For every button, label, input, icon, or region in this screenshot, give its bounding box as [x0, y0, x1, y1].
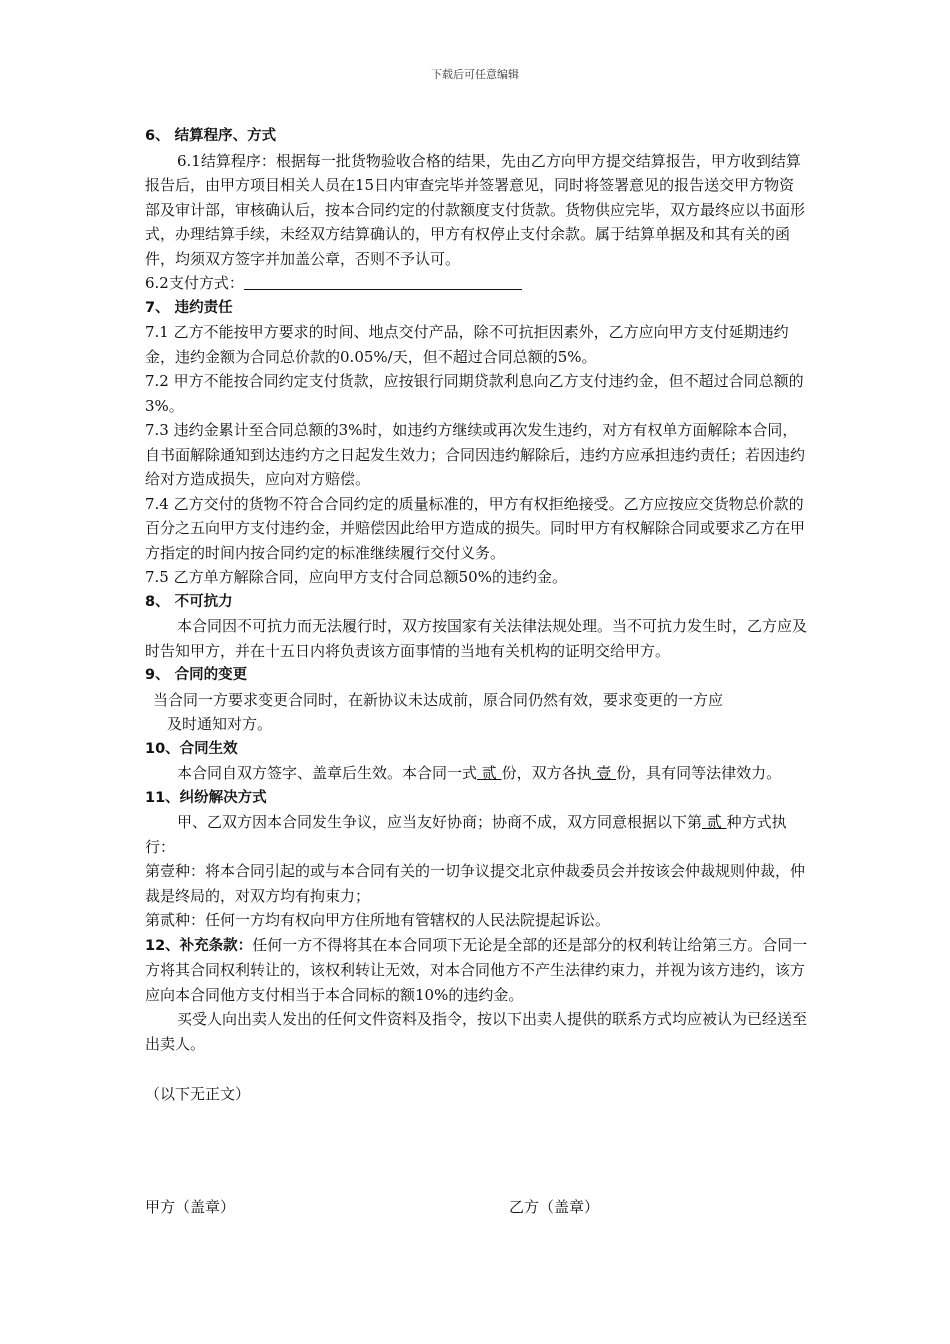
spacer — [145, 1056, 809, 1082]
payment-method-label: 6.2支付方式： — [145, 274, 244, 292]
section-11-option-2: 第贰种：任何一方均有权向甲方住所地有管辖权的人民法院提起诉讼。 — [145, 911, 611, 929]
section-12-body — [145, 933, 809, 1008]
section-9-line-2: 及时通知对方。 — [167, 715, 273, 733]
copies-each: 壹 — [591, 764, 617, 782]
section-7-4: 7.4 乙方交付的货物不符合合同约定的质量标准的，甲方有权拒绝接受。乙方应按应交货物总价款的百分之五向甲方支付违约金，并赔偿因此给甲方造成的损失。同时甲方有权解除合同或要求乙方在甲方指定的时间内按合同约定的标准继续履行交付义务。 — [145, 494, 806, 562]
section-6-2 — [145, 271, 809, 296]
payment-method-blank — [244, 273, 522, 290]
section-7-3: 7.3 违约金累计至合同总额的3%时，如违约方继续或再次发生违约，对方有权单方面解除本合同，自书面解除通知到达违约方之日起发生效力；合同因违约解除后，违约方应承担违约责任；若因违约给对方造成损失，应向对方赔偿。 — [145, 421, 806, 488]
section-10-text-2: 份，双方各执 — [501, 764, 592, 782]
section-12-text: 任何一方不得将其在本合同项下无论是全部的还是部分的权利转让给第三方。合同一方将其合同权利转让的，该权利转让无效，对本合同他方不产生法律约束力，并视为该方违约，该方应向本合同他方支付相当于本合同标的额10%的违约金。 — [145, 935, 808, 1004]
section-7-5: 7.5 乙方单方解除合同，应向甲方支付合同总额50%的违约金。 — [145, 568, 567, 586]
section-6-title: 6、 结算程序、方式 — [145, 128, 277, 144]
party-a-seal: 甲方（盖章） — [145, 1198, 236, 1216]
section-9-title: 9、 合同的变更 — [145, 667, 248, 683]
contract-body — [145, 124, 809, 1107]
section-10-title: 10、合同生效 — [145, 740, 238, 757]
copies-count: 贰 — [477, 764, 502, 782]
section-11-text-1: 甲、乙双方因本合同发生争议，应当友好协商；协商不成，双方同意根据以下第 — [177, 813, 703, 831]
section-10-text-1: 本合同自双方签字、盖章后生效。本合同一式 — [177, 764, 478, 782]
section-11-text-2: 种方式执行： — [145, 813, 787, 856]
section-11-body — [145, 810, 809, 859]
section-9-line-1: 当合同一方要求变更合同时，在新协议未达成前，原合同仍然有效，要求变更的一方应 — [153, 690, 724, 709]
section-7-2: 7.2 甲方不能按合同约定支付货款，应按银行同期贷款利息向乙方支付违约金，但不超过合同总额的3%。 — [145, 372, 804, 415]
section-12-paragraph-2: 买受人向出卖人发出的任何文件资料及指令，按以下出卖人提供的联系方式均应被认为已经送至出卖人。 — [145, 1010, 808, 1053]
section-8-title: 8、 不可抗力 — [145, 593, 233, 610]
party-b-seal: 乙方（盖章） — [509, 1198, 600, 1216]
section-8-body: 本合同因不可抗力而无法履行时，双方按国家有关法律法规处理。当不可抗力发生时，乙方应及时告知甲方，并在十五日内将负责该方面事情的当地有关机构的证明交给甲方。 — [145, 617, 808, 660]
section-10-body — [145, 761, 809, 786]
dispute-choice: 贰 — [702, 813, 727, 831]
page-header: 下载后可任意编辑 — [431, 68, 519, 81]
section-7-title: 7、 违约责任 — [145, 299, 233, 316]
section-7-1: 7.1 乙方不能按甲方要求的时间、地点交付产品，除不可抗拒因素外，乙方应向甲方支付延期违约金，违约金额为合同总价款的0.05%/天，但不超过合同总额的5%。 — [145, 323, 789, 366]
section-10-text-3: 份，具有同等法律效力。 — [616, 764, 782, 782]
section-11-option-1: 第壹种：将本合同引起的或与本合同有关的一切争议提交北京仲裁委员会并按该会仲裁规则仲裁，仲裁是终局的，对双方均有拘束力； — [145, 862, 806, 905]
section-6-1: 6.1结算程序：根据每一批货物验收合格的结果，先由乙方向甲方提交结算报告，甲方收到结算报告后，由甲方项目相关人员在15日内审查完毕并签署意见，同时将签署意见的报告送交甲方物资部及审计部，审核确认后，按本合同约定的付款额度支付货款。货物供应完毕，双方最终应以书面形式，办理结算手续，未经双方结算确认的，甲方有权停止支付余款。属于结算单据及和其有关的函件，均须双方签字并加盖公章，否则不予认可。 — [145, 151, 806, 268]
section-11-title: 11、纠纷解决方式 — [145, 789, 267, 806]
section-12-title: 12、补充条款： — [145, 937, 253, 954]
end-note: （以下无正文） — [145, 1085, 251, 1103]
